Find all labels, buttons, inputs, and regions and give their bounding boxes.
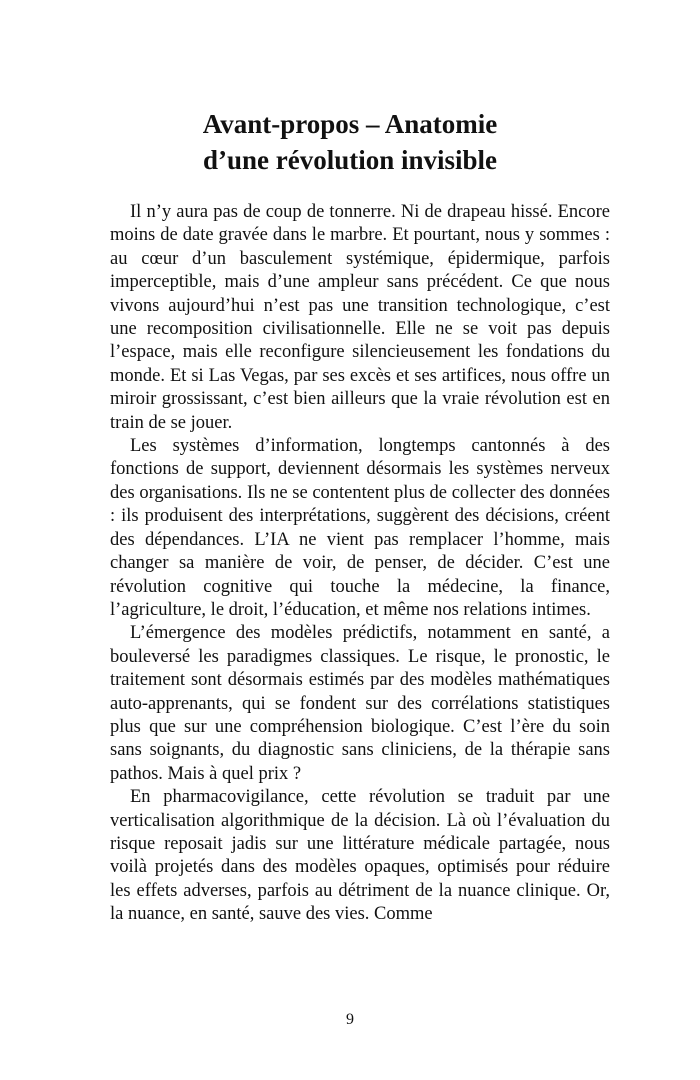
page-number: 9 [346,1011,354,1028]
paragraph-2: Les systèmes d’information, longtemps cantonnés à des fonctions de support, deviennent désormais les systèmes nerveux des organisations. Ils ne se contentent plus de collecter des données : ils produisent des interprétations, suggèrent des décisions, créent des dépendances. L’IA ne vient pas remplacer l’homme, mais changer sa manière de voir, de penser, de décider. C’est une révolution cognitive qui touche la médecine, la finance, l’agriculture, le droit, l’éducation, et même nos relations intimes. [110,436,610,620]
body-text [110,201,610,927]
paragraph-3: L’émergence des modèles prédictifs, notamment en santé, a bouleversé les paradigmes classiques. Le risque, le pronostic, le traitement sont désormais estimés par des modèles mathématiques auto-apprenants, qui se fondent sur des corrélations statistiques plus que sur une compréhension biologique. C’est l’ère du soin sans soignants, du diagnostic sans cliniciens, de la thérapie sans pathos. Mais à quel prix ? [110,623,610,784]
page-title [0,106,700,178]
paragraph-1: Il n’y aura pas de coup de tonnerre. Ni de drapeau hissé. Encore moins de date gravée dans le marbre. Et pourtant, nous y sommes : au cœur d’un basculement systémique, épidermique, parfois imperceptible, mais d’une ampleur sans précédent. Ce que nous vivons aujourd’hui n’est pas une transition technologique, c’est une recomposition civilisationnelle. Elle ne se voit pas depuis l’espace, mais elle reconfigure silencieusement les fondations du monde. Et si Las Vegas, par ses excès et ses artifices, nous offre un miroir grossissant, c’est bien ailleurs que la vraie révolution est en train de se jouer. [110,202,610,433]
title-line-1: Avant-propos – Anatomie [202,109,498,139]
paragraph-4: En pharmacovigilance, cette révolution se traduit par une verticalisation algorithmique de la décision. Là où l’évaluation du risque reposait jadis sur une littérature médicale partagée, nous voilà projetés dans des modèles opaques, optimisés pour réduire les effets adverses, parfois au détriment de la nuance clinique. Or, la nuance, en santé, sauve des vies. Comme [110,787,610,925]
title-line-2: d’une révolution invisible [202,145,498,175]
